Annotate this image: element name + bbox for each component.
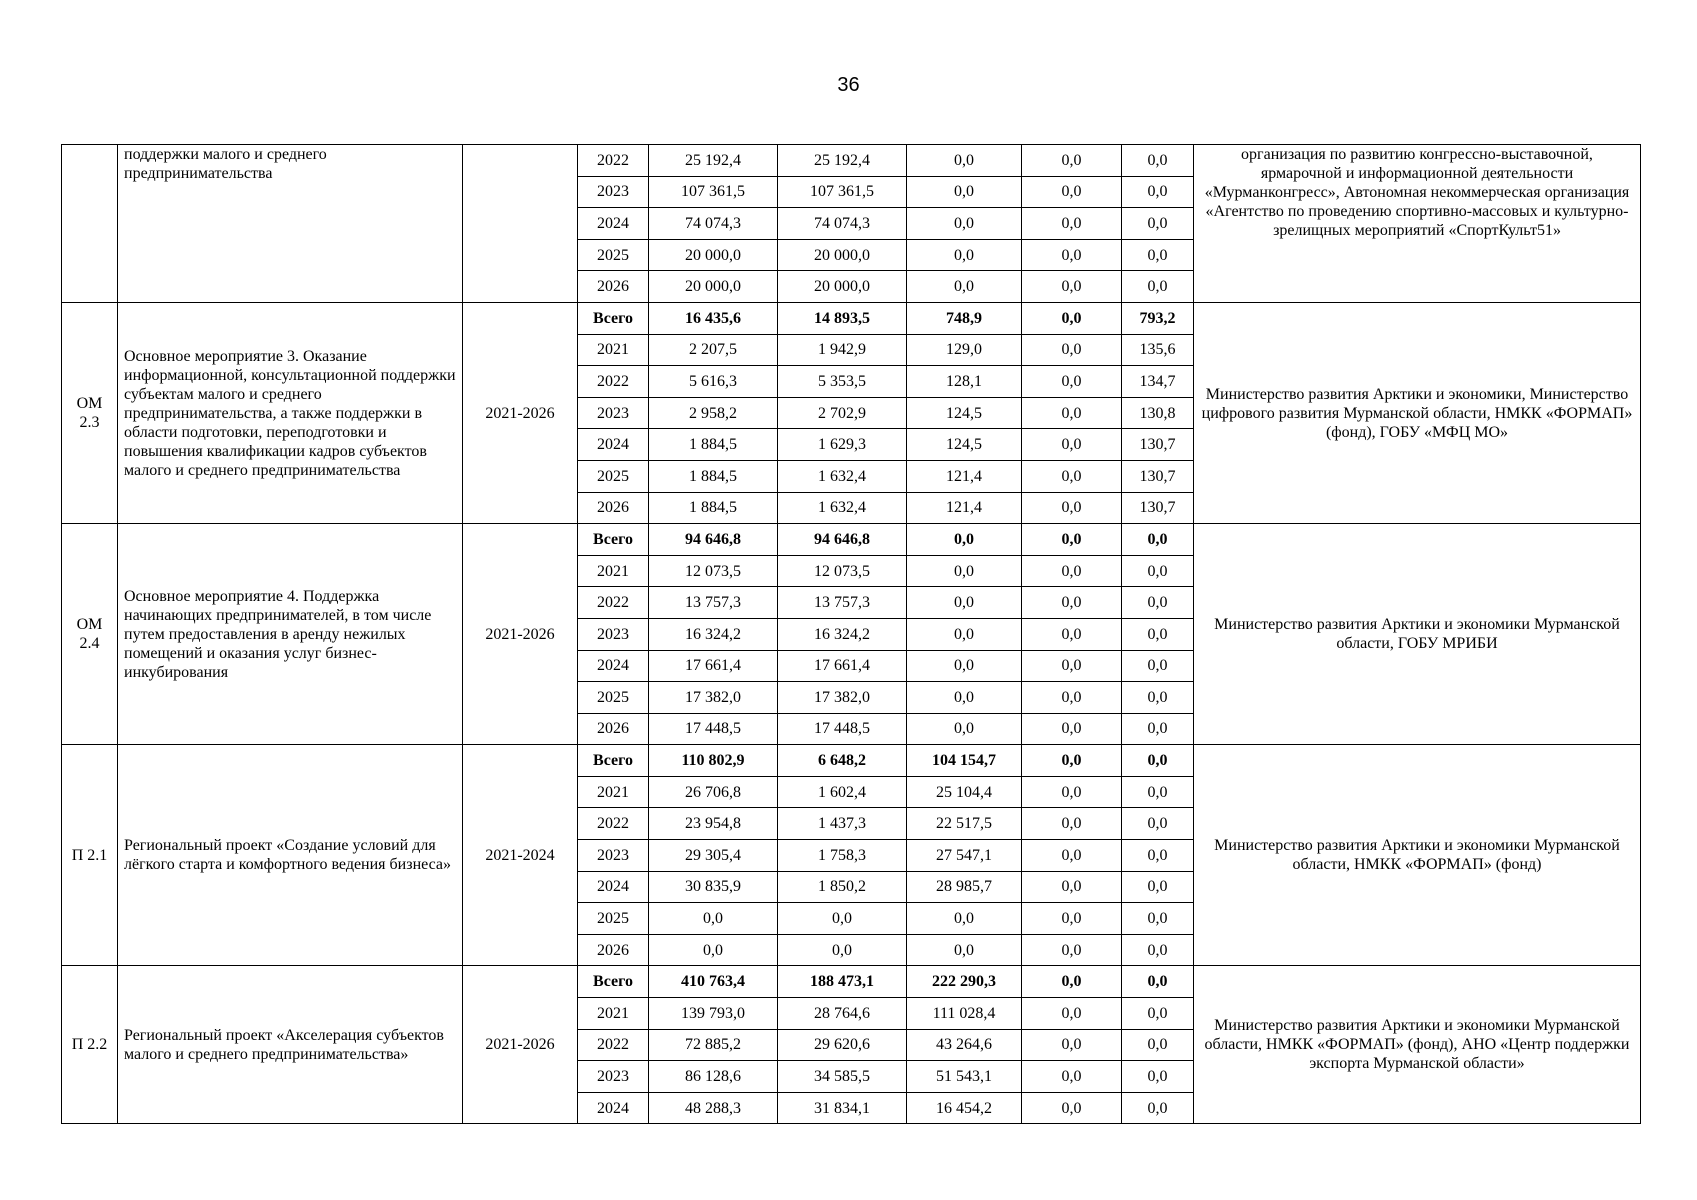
amount-federal-budget: 0,0 [907, 145, 1022, 177]
amount-regional-budget: 12 073,5 [778, 555, 907, 587]
implementation-period: 2021-2026 [463, 524, 578, 745]
amount-total: 1 884,5 [649, 460, 778, 492]
year-cell: 2021 [578, 334, 649, 366]
amount-federal-budget: 51 543,1 [907, 1061, 1022, 1093]
amount-total: 107 361,5 [649, 176, 778, 208]
amount-extrabudgetary: 0,0 [1122, 998, 1194, 1030]
amount-total: 2 958,2 [649, 397, 778, 429]
total-label: Всего [578, 745, 649, 777]
year-cell: 2021 [578, 555, 649, 587]
amount-local-budget: 0,0 [1022, 271, 1122, 303]
amount-federal-budget: 0,0 [907, 650, 1022, 682]
amount-local-budget: 0,0 [1022, 1061, 1122, 1093]
amount-local-budget: 0,0 [1022, 998, 1122, 1030]
table-row [62, 745, 1641, 777]
amount-total: 26 706,8 [649, 776, 778, 808]
amount-extrabudgetary: 134,7 [1122, 366, 1194, 398]
amount-federal-budget: 25 104,4 [907, 776, 1022, 808]
amount-local-budget: 0,0 [1022, 934, 1122, 966]
amount-federal-budget: 0,0 [907, 208, 1022, 240]
amount-extrabudgetary: 0,0 [1122, 808, 1194, 840]
amount-local-budget: 0,0 [1022, 618, 1122, 650]
amount-total: 13 757,3 [649, 587, 778, 619]
amount-extrabudgetary: 0,0 [1122, 271, 1194, 303]
implementation-period: 2021-2026 [463, 966, 578, 1124]
amount-extrabudgetary: 0,0 [1122, 840, 1194, 872]
amount-total: 1 884,5 [649, 429, 778, 461]
amount-federal-budget: 0,0 [907, 618, 1022, 650]
amount-federal-budget: 28 985,7 [907, 871, 1022, 903]
amount-federal-budget: 121,4 [907, 492, 1022, 524]
amount-regional-budget: 29 620,6 [778, 1029, 907, 1061]
amount-extrabudgetary: 0,0 [1122, 1061, 1194, 1093]
amount-regional-budget: 1 632,4 [778, 460, 907, 492]
activity-name: Основное мероприятие 3. Оказание информационной, консультационной поддержки субъектам малого и среднего предпринимательства, а также поддержки в области подготовки, переподготовки и повышения квалификации кадров субъектов малого и среднего предпринимательства [118, 302, 463, 523]
amount-federal-budget: 111 028,4 [907, 998, 1022, 1030]
amount-extrabudgetary: 0,0 [1122, 145, 1194, 177]
amount-extrabudgetary: 0,0 [1122, 713, 1194, 745]
amount-extrabudgetary: 0,0 [1122, 966, 1194, 998]
amount-extrabudgetary: 0,0 [1122, 776, 1194, 808]
year-cell: 2023 [578, 618, 649, 650]
year-cell: 2023 [578, 840, 649, 872]
amount-local-budget: 0,0 [1022, 429, 1122, 461]
amount-total: 29 305,4 [649, 840, 778, 872]
amount-federal-budget: 0,0 [907, 713, 1022, 745]
year-cell: 2024 [578, 650, 649, 682]
amount-local-budget: 0,0 [1022, 460, 1122, 492]
year-cell: 2023 [578, 1061, 649, 1093]
amount-federal-budget: 0,0 [907, 682, 1022, 714]
year-cell: 2026 [578, 271, 649, 303]
amount-regional-budget: 34 585,5 [778, 1061, 907, 1093]
amount-federal-budget: 129,0 [907, 334, 1022, 366]
amount-regional-budget: 31 834,1 [778, 1092, 907, 1124]
amount-federal-budget: 0,0 [907, 176, 1022, 208]
amount-extrabudgetary: 0,0 [1122, 208, 1194, 240]
executor: Министерство развития Арктики и экономики Мурманской области, НМКК «ФОРМАП» (фонд), АНО «Центр поддержки экспорта Мурманской области» [1194, 966, 1641, 1124]
amount-local-budget: 0,0 [1022, 587, 1122, 619]
amount-regional-budget: 2 702,9 [778, 397, 907, 429]
amount-extrabudgetary: 0,0 [1122, 871, 1194, 903]
amount-regional-budget: 1 602,4 [778, 776, 907, 808]
amount-regional-budget: 28 764,6 [778, 998, 907, 1030]
amount-local-budget: 0,0 [1022, 524, 1122, 556]
amount-extrabudgetary: 0,0 [1122, 524, 1194, 556]
budget-table [61, 144, 1641, 1124]
amount-local-budget: 0,0 [1022, 840, 1122, 872]
amount-regional-budget: 188 473,1 [778, 966, 907, 998]
amount-regional-budget: 1 437,3 [778, 808, 907, 840]
total-label: Всего [578, 966, 649, 998]
activity-name: Региональный проект «Акселерация субъектов малого и среднего предпринимательства» [118, 966, 463, 1124]
amount-federal-budget: 0,0 [907, 239, 1022, 271]
activity-code: ОМ 2.4 [62, 524, 118, 745]
amount-local-budget: 0,0 [1022, 682, 1122, 714]
amount-regional-budget: 5 353,5 [778, 366, 907, 398]
amount-total: 74 074,3 [649, 208, 778, 240]
amount-extrabudgetary: 0,0 [1122, 176, 1194, 208]
amount-total: 94 646,8 [649, 524, 778, 556]
amount-total: 30 835,9 [649, 871, 778, 903]
total-label: Всего [578, 302, 649, 334]
amount-local-budget: 0,0 [1022, 808, 1122, 840]
amount-local-budget: 0,0 [1022, 776, 1122, 808]
amount-extrabudgetary: 0,0 [1122, 934, 1194, 966]
amount-local-budget: 0,0 [1022, 1092, 1122, 1124]
amount-federal-budget: 22 517,5 [907, 808, 1022, 840]
amount-regional-budget: 1 629,3 [778, 429, 907, 461]
amount-total: 17 448,5 [649, 713, 778, 745]
amount-local-budget: 0,0 [1022, 1029, 1122, 1061]
amount-federal-budget: 748,9 [907, 302, 1022, 334]
amount-federal-budget: 124,5 [907, 397, 1022, 429]
amount-extrabudgetary: 0,0 [1122, 587, 1194, 619]
amount-extrabudgetary: 0,0 [1122, 239, 1194, 271]
year-cell: 2022 [578, 145, 649, 177]
table-row [62, 966, 1641, 998]
amount-regional-budget: 14 893,5 [778, 302, 907, 334]
amount-federal-budget: 222 290,3 [907, 966, 1022, 998]
amount-total: 72 885,2 [649, 1029, 778, 1061]
year-cell: 2026 [578, 492, 649, 524]
year-cell: 2025 [578, 682, 649, 714]
year-cell: 2022 [578, 587, 649, 619]
amount-regional-budget: 94 646,8 [778, 524, 907, 556]
amount-local-budget: 0,0 [1022, 366, 1122, 398]
amount-regional-budget: 1 850,2 [778, 871, 907, 903]
year-cell: 2021 [578, 776, 649, 808]
executor: Министерство развития Арктики и экономики Мурманской области, ГОБУ МРИБИ [1194, 524, 1641, 745]
year-cell: 2023 [578, 176, 649, 208]
amount-regional-budget: 17 661,4 [778, 650, 907, 682]
amount-extrabudgetary: 0,0 [1122, 618, 1194, 650]
amount-local-budget: 0,0 [1022, 145, 1122, 177]
executor: организация по развитию конгрессно-выставочной, ярмарочной и информационной деятельности «Мурманконгресс», Автономная некоммерческая организация «Агентство по проведению спортивно-массовых и культурно-зрелищных мероприятий «СпортКульт51» [1194, 145, 1641, 303]
amount-total: 17 382,0 [649, 682, 778, 714]
amount-total: 0,0 [649, 934, 778, 966]
activity-name: поддержки малого и среднего предпринимательства [118, 145, 463, 303]
activity-name: Региональный проект «Создание условий для лёгкого старта и комфортного ведения бизнеса» [118, 745, 463, 966]
amount-total: 1 884,5 [649, 492, 778, 524]
amount-regional-budget: 107 361,5 [778, 176, 907, 208]
amount-extrabudgetary: 135,6 [1122, 334, 1194, 366]
amount-regional-budget: 20 000,0 [778, 271, 907, 303]
table-row [62, 145, 1641, 177]
amount-local-budget: 0,0 [1022, 208, 1122, 240]
year-cell: 2025 [578, 903, 649, 935]
year-cell: 2026 [578, 934, 649, 966]
amount-local-budget: 0,0 [1022, 492, 1122, 524]
total-label: Всего [578, 524, 649, 556]
amount-regional-budget: 13 757,3 [778, 587, 907, 619]
amount-regional-budget: 74 074,3 [778, 208, 907, 240]
amount-federal-budget: 104 154,7 [907, 745, 1022, 777]
amount-regional-budget: 1 758,3 [778, 840, 907, 872]
implementation-period: 2021-2026 [463, 302, 578, 523]
amount-extrabudgetary: 793,2 [1122, 302, 1194, 334]
year-cell: 2024 [578, 1092, 649, 1124]
amount-local-budget: 0,0 [1022, 397, 1122, 429]
implementation-period: 2021-2024 [463, 745, 578, 966]
amount-local-budget: 0,0 [1022, 745, 1122, 777]
amount-total: 86 128,6 [649, 1061, 778, 1093]
activity-code: П 2.1 [62, 745, 118, 966]
executor: Министерство развития Арктики и экономики, Министерство цифрового развития Мурманской области, НМКК «ФОРМАП» (фонд), ГОБУ «МФЦ МО» [1194, 302, 1641, 523]
amount-total: 48 288,3 [649, 1092, 778, 1124]
amount-extrabudgetary: 0,0 [1122, 1092, 1194, 1124]
implementation-period [463, 145, 578, 303]
year-cell: 2022 [578, 1029, 649, 1061]
page-number: 36 [837, 74, 860, 96]
year-cell: 2022 [578, 808, 649, 840]
amount-regional-budget: 25 192,4 [778, 145, 907, 177]
amount-extrabudgetary: 0,0 [1122, 903, 1194, 935]
amount-extrabudgetary: 130,8 [1122, 397, 1194, 429]
amount-federal-budget: 0,0 [907, 903, 1022, 935]
amount-total: 17 661,4 [649, 650, 778, 682]
amount-regional-budget: 17 448,5 [778, 713, 907, 745]
amount-regional-budget: 20 000,0 [778, 239, 907, 271]
amount-federal-budget: 16 454,2 [907, 1092, 1022, 1124]
amount-federal-budget: 27 547,1 [907, 840, 1022, 872]
table-row [62, 302, 1641, 334]
year-cell: 2024 [578, 429, 649, 461]
amount-regional-budget: 0,0 [778, 903, 907, 935]
amount-total: 139 793,0 [649, 998, 778, 1030]
amount-federal-budget: 0,0 [907, 524, 1022, 556]
amount-local-budget: 0,0 [1022, 903, 1122, 935]
amount-local-budget: 0,0 [1022, 871, 1122, 903]
year-cell: 2025 [578, 460, 649, 492]
amount-total: 110 802,9 [649, 745, 778, 777]
amount-regional-budget: 17 382,0 [778, 682, 907, 714]
year-cell: 2024 [578, 208, 649, 240]
year-cell: 2023 [578, 397, 649, 429]
activity-code: ОМ 2.3 [62, 302, 118, 523]
amount-total: 12 073,5 [649, 555, 778, 587]
amount-regional-budget: 1 632,4 [778, 492, 907, 524]
amount-federal-budget: 43 264,6 [907, 1029, 1022, 1061]
table-row [62, 524, 1641, 556]
amount-local-budget: 0,0 [1022, 239, 1122, 271]
amount-federal-budget: 0,0 [907, 587, 1022, 619]
amount-local-budget: 0,0 [1022, 555, 1122, 587]
amount-local-budget: 0,0 [1022, 966, 1122, 998]
amount-extrabudgetary: 130,7 [1122, 460, 1194, 492]
year-cell: 2024 [578, 871, 649, 903]
year-cell: 2022 [578, 366, 649, 398]
amount-total: 5 616,3 [649, 366, 778, 398]
year-cell: 2025 [578, 239, 649, 271]
amount-local-budget: 0,0 [1022, 176, 1122, 208]
amount-regional-budget: 1 942,9 [778, 334, 907, 366]
amount-total: 23 954,8 [649, 808, 778, 840]
amount-total: 25 192,4 [649, 145, 778, 177]
amount-federal-budget: 128,1 [907, 366, 1022, 398]
amount-federal-budget: 0,0 [907, 555, 1022, 587]
activity-code [62, 145, 118, 303]
amount-federal-budget: 121,4 [907, 460, 1022, 492]
amount-total: 410 763,4 [649, 966, 778, 998]
amount-federal-budget: 0,0 [907, 271, 1022, 303]
amount-local-budget: 0,0 [1022, 713, 1122, 745]
amount-regional-budget: 6 648,2 [778, 745, 907, 777]
amount-total: 2 207,5 [649, 334, 778, 366]
amount-extrabudgetary: 0,0 [1122, 682, 1194, 714]
amount-local-budget: 0,0 [1022, 302, 1122, 334]
amount-total: 20 000,0 [649, 271, 778, 303]
amount-local-budget: 0,0 [1022, 650, 1122, 682]
amount-total: 16 435,6 [649, 302, 778, 334]
amount-total: 16 324,2 [649, 618, 778, 650]
year-cell: 2026 [578, 713, 649, 745]
year-cell: 2021 [578, 998, 649, 1030]
amount-regional-budget: 0,0 [778, 934, 907, 966]
amount-extrabudgetary: 130,7 [1122, 429, 1194, 461]
executor: Министерство развития Арктики и экономики Мурманской области, НМКК «ФОРМАП» (фонд) [1194, 745, 1641, 966]
amount-federal-budget: 124,5 [907, 429, 1022, 461]
amount-regional-budget: 16 324,2 [778, 618, 907, 650]
amount-extrabudgetary: 0,0 [1122, 745, 1194, 777]
activity-code: П 2.2 [62, 966, 118, 1124]
activity-name: Основное мероприятие 4. Поддержка начинающих предпринимателей, в том числе путем предоставления в аренду нежилых помещений и оказания услуг бизнес-инкубирования [118, 524, 463, 745]
amount-local-budget: 0,0 [1022, 334, 1122, 366]
amount-extrabudgetary: 0,0 [1122, 650, 1194, 682]
amount-extrabudgetary: 0,0 [1122, 555, 1194, 587]
amount-extrabudgetary: 130,7 [1122, 492, 1194, 524]
amount-federal-budget: 0,0 [907, 934, 1022, 966]
amount-extrabudgetary: 0,0 [1122, 1029, 1194, 1061]
amount-total: 0,0 [649, 903, 778, 935]
amount-total: 20 000,0 [649, 239, 778, 271]
